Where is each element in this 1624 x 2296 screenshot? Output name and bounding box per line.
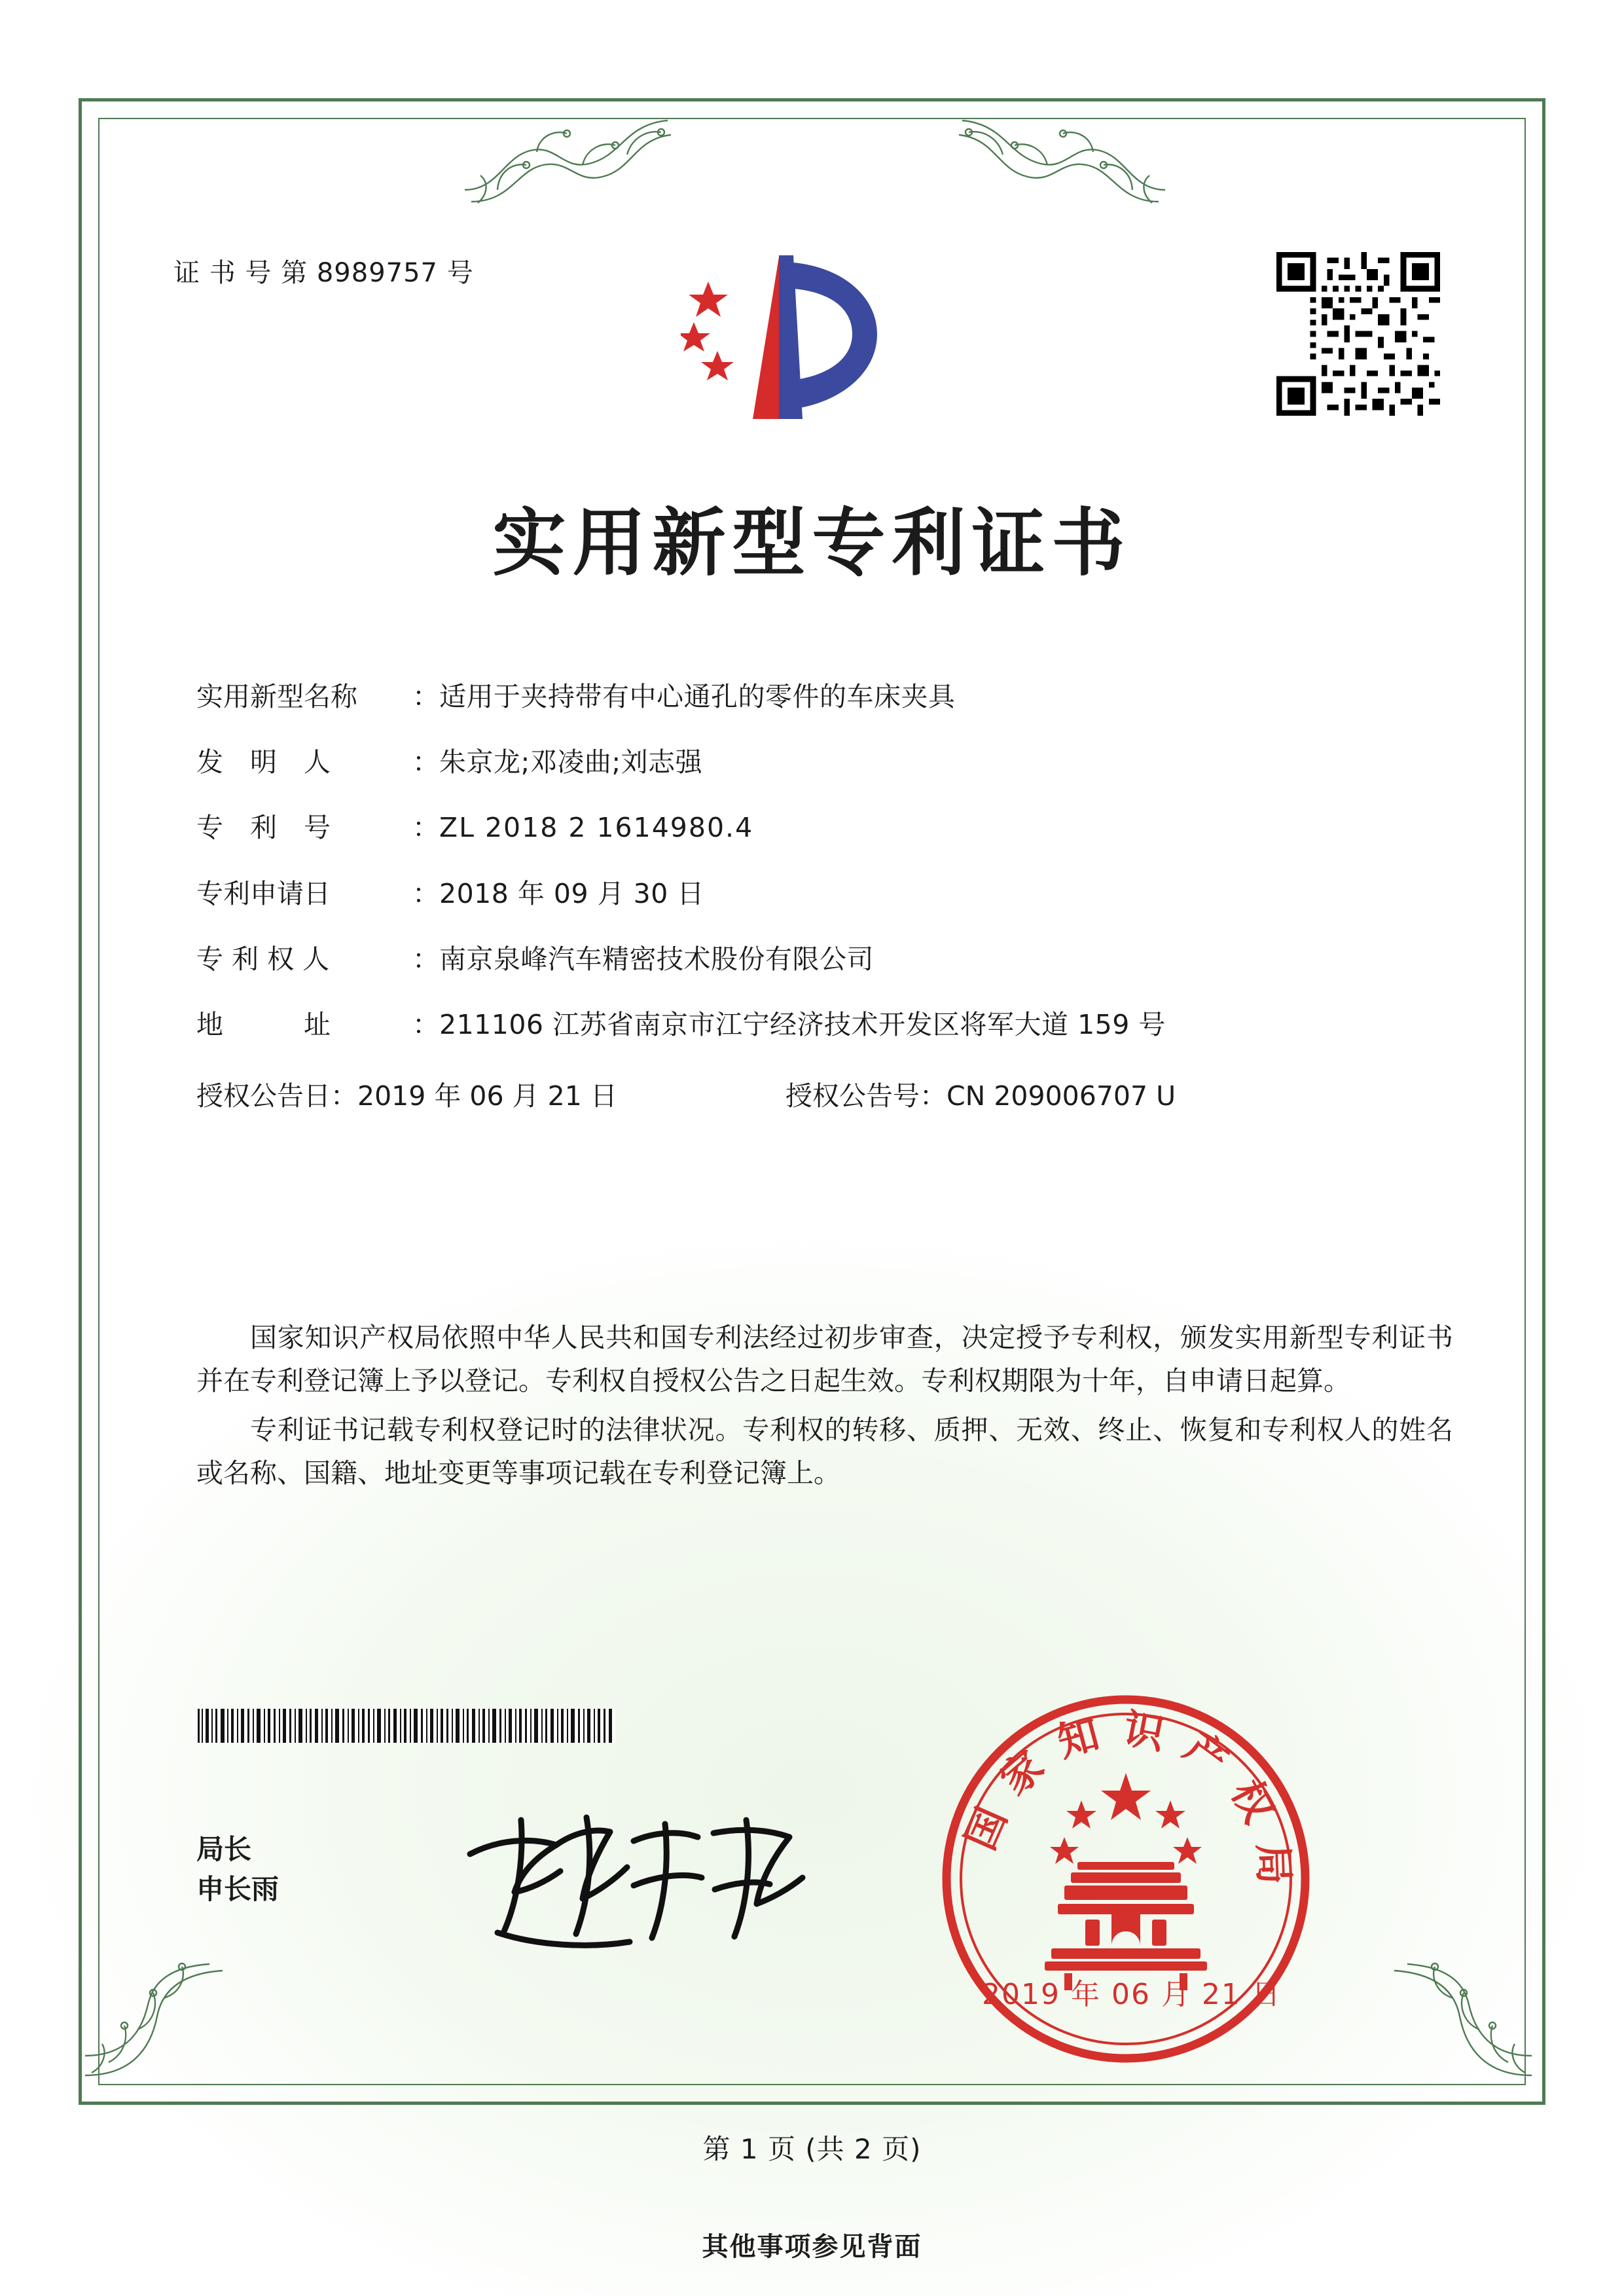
field-list [196, 681, 1473, 1139]
director-title: 局长 [196, 1833, 252, 1865]
barcode [196, 1709, 615, 1743]
certificate-number: 证 书 号 第 8989757 号 [173, 258, 474, 288]
page-number: 第 1 页 (共 2 页) [702, 2133, 922, 2165]
field-label: 发 明 人 [196, 746, 331, 778]
publication-number-cell [785, 1074, 1473, 1113]
field-row-patent-number [196, 812, 1473, 844]
page-title: 实用新型专利证书 [492, 500, 1132, 586]
seal-date: 2019 年 06 月 21 日 [982, 1978, 1282, 2011]
publication-number-separator: ： [920, 1080, 947, 1112]
field-separator: ： [412, 943, 439, 975]
field-separator: ： [412, 877, 439, 909]
cnipa-logo-icon [681, 242, 897, 432]
field-row-utility-model-name [196, 681, 1473, 713]
field-row-application-date [196, 878, 1473, 910]
field-row-patentee [196, 943, 1473, 975]
qr-code-icon [1276, 252, 1440, 416]
field-separator: ： [412, 681, 439, 712]
publication-date-cell [196, 1074, 785, 1113]
field-value: 适用于夹持带有中心通孔的零件的车床夹具 [439, 681, 956, 712]
publication-date-label: 授权公告日 [196, 1080, 331, 1112]
publication-number-label: 授权公告号 [785, 1080, 920, 1112]
field-value: ZL 2018 2 1614980.4 [439, 812, 754, 844]
field-value: 南京泉峰汽车精密技术股份有限公司 [439, 943, 874, 975]
back-page-note: 其他事项参见背面 [702, 2231, 922, 2262]
publication-date-separator: ： [331, 1080, 357, 1112]
paragraph-grant: 国家知识产权局依照中华人民共和国专利法经过初步审查，决定授予专利权，颁发实用新型专利证书并在专利登记簿上予以登记。专利权自授权公告之日起生效。专利权期限为十年，自申请日起算。 [196, 1322, 1453, 1397]
publication-number-value: CN 209006707 U [947, 1080, 1176, 1112]
director-name: 申长雨 [196, 1872, 280, 1905]
signature-block [196, 1830, 279, 1910]
field-row-inventors [196, 746, 1473, 778]
field-row-publication [196, 1074, 1473, 1113]
svg-text:国家知识产权局: 国家知识产权局 [956, 1704, 1299, 1905]
field-value: 朱京龙;邓凌曲;刘志强 [439, 746, 703, 778]
field-label: 专利申请日 [196, 877, 331, 909]
field-row-address [196, 1009, 1473, 1041]
field-label: 专 利 号 [196, 812, 331, 844]
field-separator: ： [412, 812, 439, 844]
publication-date-value: 2019 年 06 月 21 日 [357, 1080, 617, 1112]
field-separator: ： [412, 746, 439, 778]
paragraph-legal-status: 专利证书记载专利权登记时的法律状况。专利权的转移、质押、无效、终止、恢复和专利权人的姓名或名称、国籍、地址变更等事项记载在专利登记簿上。 [196, 1413, 1453, 1489]
field-label: 专 利 权 人 [196, 943, 330, 975]
field-label: 地 址 [196, 1008, 331, 1040]
field-separator: ： [412, 1008, 439, 1040]
handwritten-signature-icon [458, 1794, 825, 1958]
body-text [196, 1316, 1453, 1501]
field-value: 2018 年 09 月 30 日 [439, 877, 704, 909]
field-label: 实用新型名称 [196, 681, 357, 712]
field-value: 211106 江苏省南京市江宁经济技术开发区将军大道 159 号 [439, 1008, 1166, 1040]
